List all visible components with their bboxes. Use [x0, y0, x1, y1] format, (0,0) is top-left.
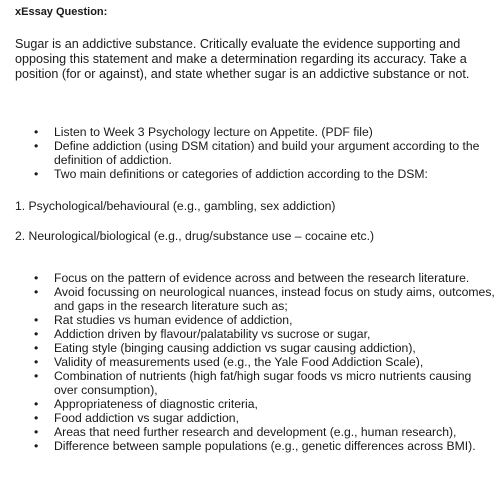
guidance-item	[34, 313, 496, 327]
essay-question-heading: xEssay Question:	[15, 6, 108, 18]
guidance-item-text: Appropriateness of diagnostic criteria,	[54, 397, 258, 411]
task-item	[34, 139, 494, 167]
guidance-item-text: Rat studies vs human evidence of addiction,	[54, 313, 293, 327]
bullet-icon: •	[34, 397, 39, 411]
bullet-icon: •	[34, 341, 39, 355]
guidance-item	[34, 271, 496, 285]
guidance-item	[34, 425, 496, 439]
bullet-icon: •	[34, 439, 39, 453]
bullet-icon: •	[34, 313, 39, 327]
guidance-item	[34, 341, 496, 355]
bullet-icon: •	[34, 125, 39, 139]
guidance-item-text: Combination of nutrients (high fat/high sugar foods vs micro nutrients causing over consumption),	[54, 369, 472, 397]
bullet-icon: •	[34, 355, 39, 369]
guidance-item-text: Eating style (binging causing addiction vs sugar causing addiction),	[54, 341, 416, 355]
addiction-category-psychological: 1. Psychological/behavioural (e.g., gambling, sex addiction)	[15, 199, 336, 213]
guidance-item	[34, 411, 496, 425]
guidance-item	[34, 439, 496, 453]
bullet-icon: •	[34, 139, 39, 153]
bullet-icon: •	[34, 167, 39, 181]
task-item-text: Listen to Week 3 Psychology lecture on Appetite. (PDF file)	[54, 125, 373, 139]
guidance-item	[34, 397, 496, 411]
guidance-item-text: Addiction driven by flavour/palatability vs sucrose or sugar,	[54, 327, 371, 341]
guidance-item	[34, 285, 496, 313]
guidance-item-text: Focus on the pattern of evidence across and between the research literature.	[54, 271, 470, 285]
guidance-item-text: Avoid focussing on neurological nuances, instead focus on study aims, outcomes, and gaps in the research literature such as;	[54, 285, 495, 313]
guidance-item-text: Food addiction vs sugar addiction,	[54, 411, 239, 425]
bullet-icon: •	[34, 425, 39, 439]
task-item	[34, 125, 494, 139]
guidance-item-text: Areas that need further research and development (e.g., human research),	[54, 425, 457, 439]
guidance-item	[34, 355, 496, 369]
bullet-icon: •	[34, 411, 39, 425]
bullet-icon: •	[34, 369, 39, 383]
bullet-icon: •	[34, 271, 39, 285]
task-item-text: Define addiction (using DSM citation) and build your argument according to the definition of addiction.	[54, 139, 480, 167]
guidance-item	[34, 369, 496, 397]
bullet-icon: •	[34, 285, 39, 299]
guidance-item	[34, 327, 496, 341]
guidance-item-text: Validity of measurements used (e.g., the Yale Food Addiction Scale),	[54, 355, 424, 369]
task-item	[34, 167, 494, 181]
guidance-list	[34, 271, 496, 453]
addiction-category-neurological: 2. Neurological/biological (e.g., drug/substance use – cocaine etc.)	[15, 229, 375, 243]
essay-prompt-text: Sugar is an addictive substance. Critically evaluate the evidence supporting and opposing this statement and make a determination regarding its accuracy. Take a position (for or against), and state whether sugar is an addictive substance or not.	[15, 37, 470, 81]
bullet-icon: •	[34, 327, 39, 341]
guidance-item-text: Difference between sample populations (e.g., genetic differences across BMI).	[54, 439, 476, 453]
task-item-text: Two main definitions or categories of addiction according to the DSM:	[54, 167, 428, 181]
task-list	[34, 125, 494, 181]
